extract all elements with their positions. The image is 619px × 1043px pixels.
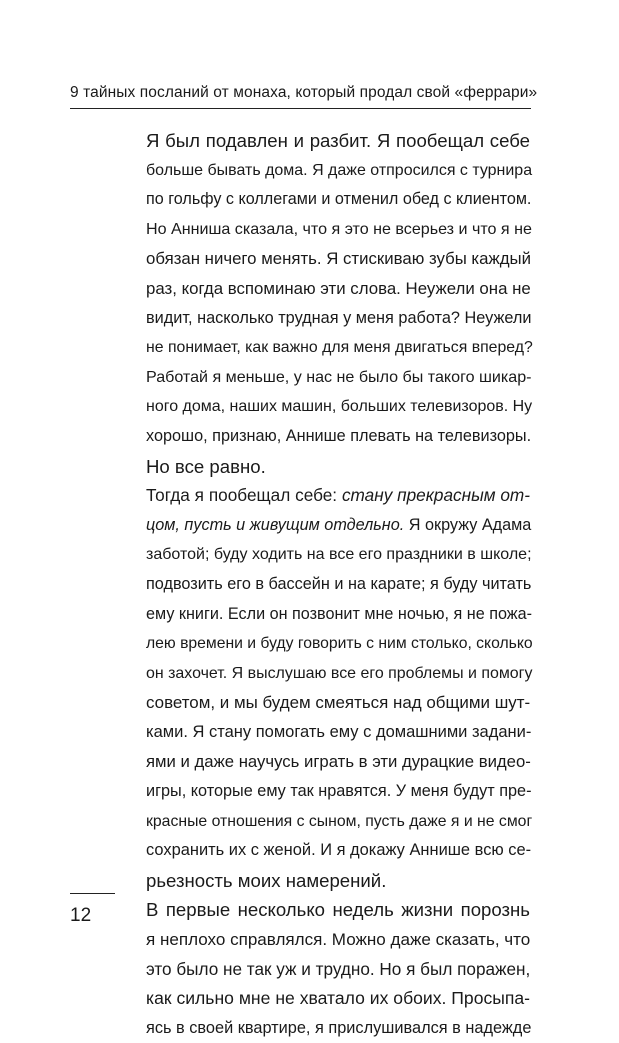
text-line: подвозить его в бассейн и на карате; я буду читать (146, 574, 532, 593)
text-line: Работай я меньше, у нас не было бы такого шикар- (146, 367, 532, 386)
text-line: советом, и мы будем смеяться над общими шут- (146, 693, 531, 713)
page-number: 12 (70, 905, 92, 926)
text-line: красные отношения с сыном, пусть даже я и не смог (146, 812, 533, 830)
text-line: он захочет. Я выслушаю все его проблемы и помогу (146, 664, 533, 682)
footer-rule (70, 893, 115, 894)
italic-text: стану прекрасным от- (341, 485, 530, 506)
paragraph-1 (116, 126, 533, 481)
text-line: сохранить их с женой. И я докажу Аннише всю се- (146, 841, 532, 860)
text-line: ками. Я стану помогать ему с домашними задани- (146, 722, 532, 741)
text-line: ему книги. Если он позвонит мне ночью, я не пожа- (146, 604, 533, 623)
text-line: как сильно мне не хватало их обоих. Просыпа- (146, 988, 530, 1009)
text-line: хорошо, признаю, Аннише плевать на телевизоры. (146, 426, 532, 445)
running-head: 9 тайных посланий от монаха, который продал свой «феррари» (70, 84, 538, 101)
text-line: лею времени и буду говорить с ним столько, сколько (146, 635, 533, 653)
text-line: В первые несколько недель жизни порознь (146, 899, 530, 921)
paragraph-2 (116, 481, 533, 895)
text-line: заботой; буду ходить на все его праздники в школе; (146, 545, 532, 564)
text-line: Но все равно. (146, 455, 266, 477)
text-line: я неплохо справлялся. Можно даже сказать, что (146, 930, 531, 950)
text-run: Тогда я пообещал себе: (146, 485, 342, 506)
text-run: Я окружу Адама (404, 515, 532, 534)
text-line: видит, насколько трудная у меня работа? Неужели (146, 308, 532, 327)
text-line: Но Анниша сказала, что я это не всерьез и что я не (146, 219, 532, 238)
text-line: больше бывать дома. Я даже отпросился с турнира (146, 161, 533, 179)
text-line (116, 481, 530, 511)
text-line: по гольфу с коллегами и отменил обед с клиентом. (146, 190, 532, 209)
text-line: обязан ничего менять. Я стискиваю зубы каждый (146, 249, 531, 269)
text-line: Я был подавлен и разбит. Я пообещал себе (146, 130, 530, 151)
text-line: это было не так уж и трудно. Но я был поражен, (146, 958, 531, 979)
text-line: ного дома, наших машин, больших телевизоров. Ну (146, 398, 533, 416)
header-rule (70, 108, 531, 109)
body-text (116, 126, 533, 1043)
text-line: ями и даже научусь играть в эти дурацкие видео- (146, 752, 531, 772)
text-line (116, 511, 530, 541)
text-line: раз, когда вспоминаю эти слова. Неужели она не (146, 278, 531, 298)
text-line: не понимает, как важно для меня двигаться вперед? (146, 339, 533, 357)
paragraph-3 (116, 895, 530, 1043)
text-line: игры, которые ему так нравятся. У меня будут пре- (146, 782, 532, 801)
text-line: рьезность моих намерений. (146, 869, 387, 891)
text-line: ясь в своей квартире, я прислушивался в надежде (146, 1018, 532, 1037)
italic-text: цом, пусть и живущим отдельно. (146, 515, 405, 534)
